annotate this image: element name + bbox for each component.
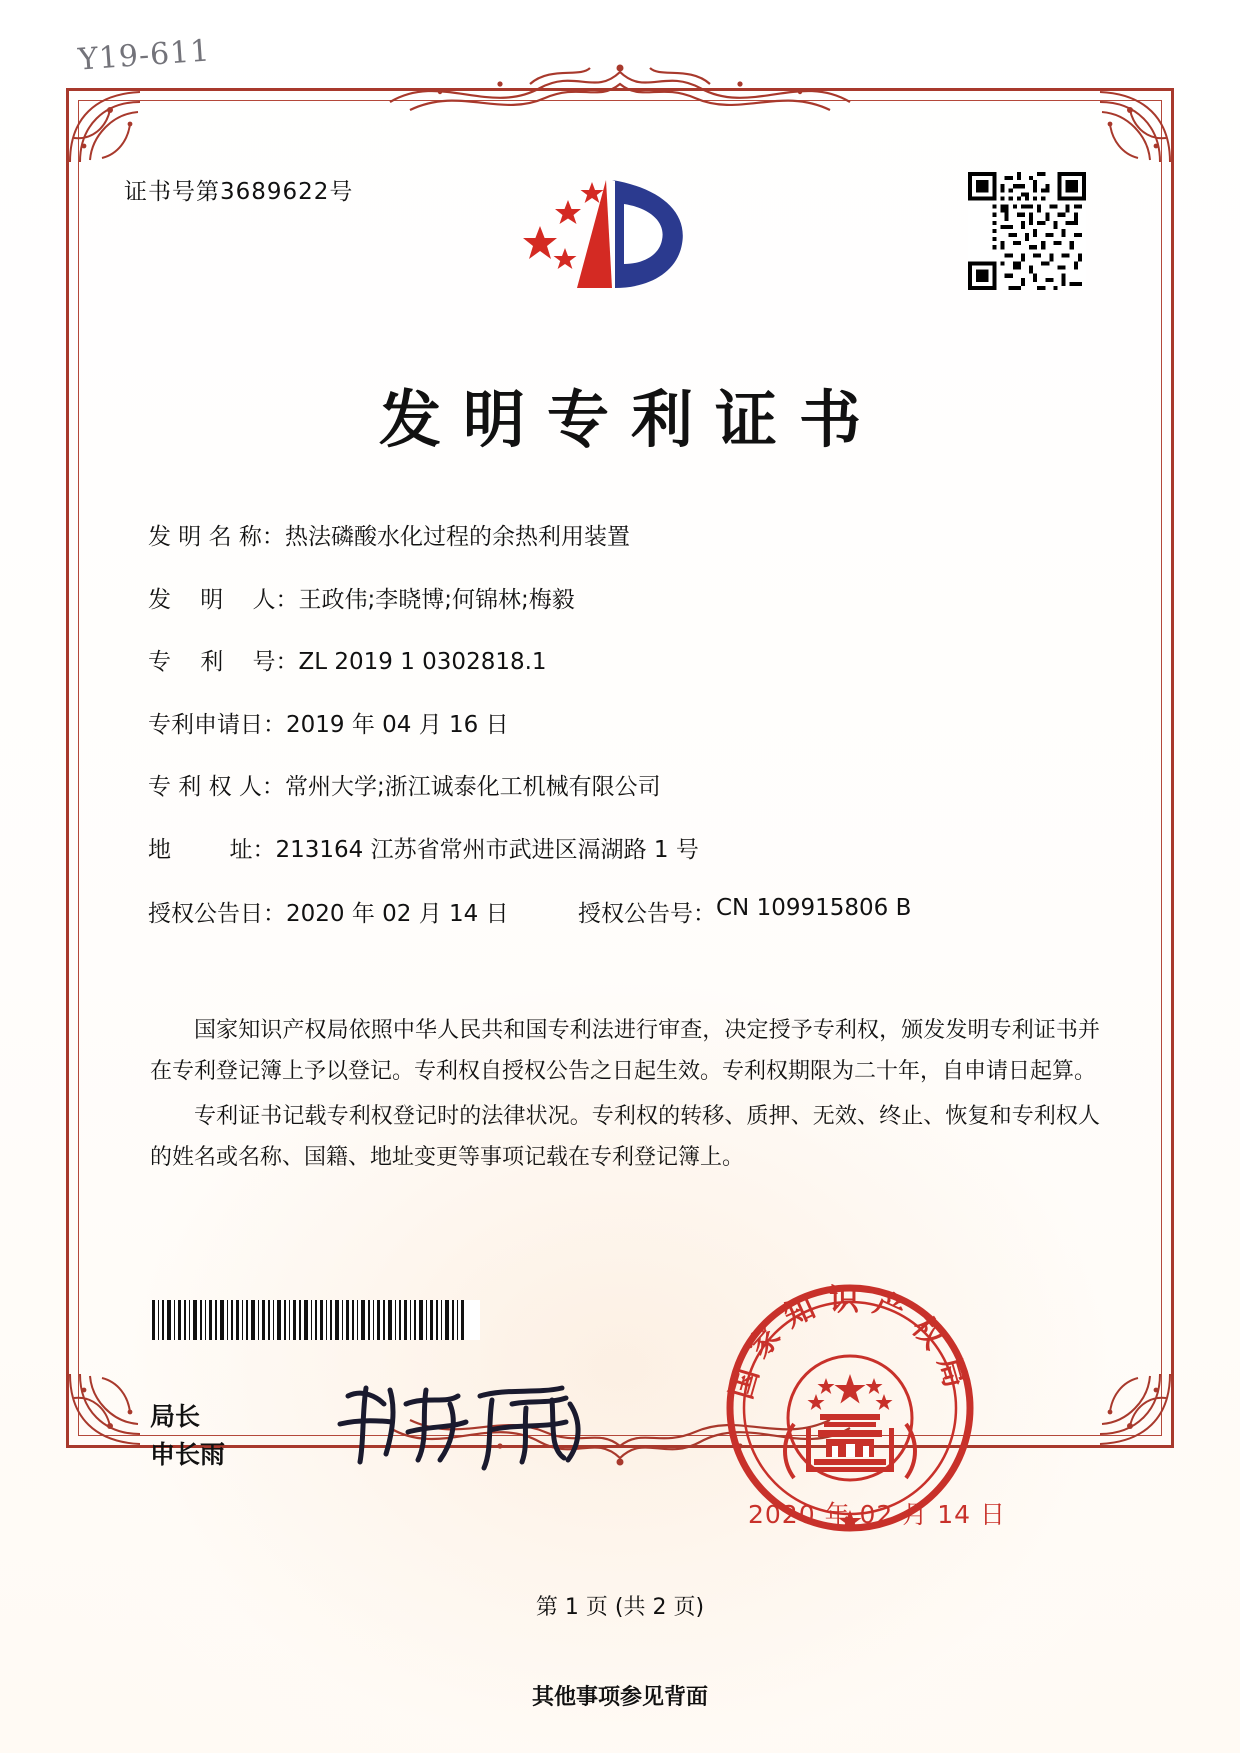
field-value: ZL 2019 1 0302818.1 <box>298 649 547 675</box>
legal-paragraph-1: 国家知识产权局依照中华人民共和国专利法进行审查，决定授予专利权，颁发发明专利证书并在专利登记簿上予以登记。专利权自授权公告之日起生效。专利权期限为二十年，自申请日起算。 <box>150 1018 1100 1084</box>
field-value: 213164 江苏省常州市武进区滆湖路 1 号 <box>275 836 699 863</box>
top-ornament <box>380 62 860 120</box>
field-value: 2019 年 04 月 16 日 <box>286 711 509 738</box>
field-label: 专 利 权 人： <box>148 774 285 800</box>
field-list <box>148 520 1108 954</box>
field-application-date <box>148 708 1108 743</box>
qr-code <box>968 172 1086 290</box>
certificate-number: 证书号第3689622号 <box>124 179 354 205</box>
field-grant-announcement <box>148 895 1108 928</box>
field-value: 王政伟;李晓博;何锦林;梅毅 <box>298 586 575 613</box>
seal-date: 2020 年 02 月 14 日 <box>748 1500 1006 1529</box>
field-address <box>148 833 1108 868</box>
field-patent-number <box>148 645 1108 680</box>
signature-block <box>150 1398 225 1474</box>
field-value: 常州大学;浙江诚泰化工机械有限公司 <box>284 774 661 800</box>
field-patentee <box>148 770 1108 805</box>
field-value-grant-date: 2020 年 02 月 14 日 <box>286 901 509 927</box>
legal-text <box>150 1010 1100 1182</box>
legal-paragraph-2: 专利证书记载专利权登记时的法律状况。专利权的转移、质押、无效、终止、恢复和专利权人的姓名或名称、国籍、地址变更等事项记载在专利登记簿上。 <box>150 1104 1100 1170</box>
field-inventors <box>148 583 1108 618</box>
field-label-grant-number: 授权公告号： <box>578 901 716 927</box>
page-indicator: 第 1 页 (共 2 页) <box>535 1595 705 1620</box>
director-name: 申长雨 <box>150 1440 226 1469</box>
field-label: 地 址： <box>148 836 276 863</box>
footer-note: 其他事项参见背面 <box>531 1684 708 1710</box>
field-label: 发 明 人： <box>148 586 299 613</box>
handwritten-signature <box>330 1370 610 1480</box>
field-label-grant-date: 授权公告日： <box>148 901 286 927</box>
field-label: 专 利 号： <box>148 649 299 675</box>
svg-text:国家知识产权局: 国家知识产权局 <box>724 1282 976 1404</box>
field-label: 专利申请日： <box>148 711 286 738</box>
field-value: 热法磷酸水化过程的余热利用装置 <box>284 524 630 550</box>
barcode <box>150 1300 480 1340</box>
director-role-label: 局长 <box>150 1402 201 1431</box>
field-value-grant-number: CN 109915806 B <box>716 895 912 921</box>
field-invention-title <box>148 520 1108 555</box>
page-title: 发明专利证书 <box>378 383 883 456</box>
cnipa-logo <box>520 170 700 310</box>
field-label: 发 明 名 称： <box>148 524 285 550</box>
handwritten-marking: Y19-611 <box>76 33 212 78</box>
